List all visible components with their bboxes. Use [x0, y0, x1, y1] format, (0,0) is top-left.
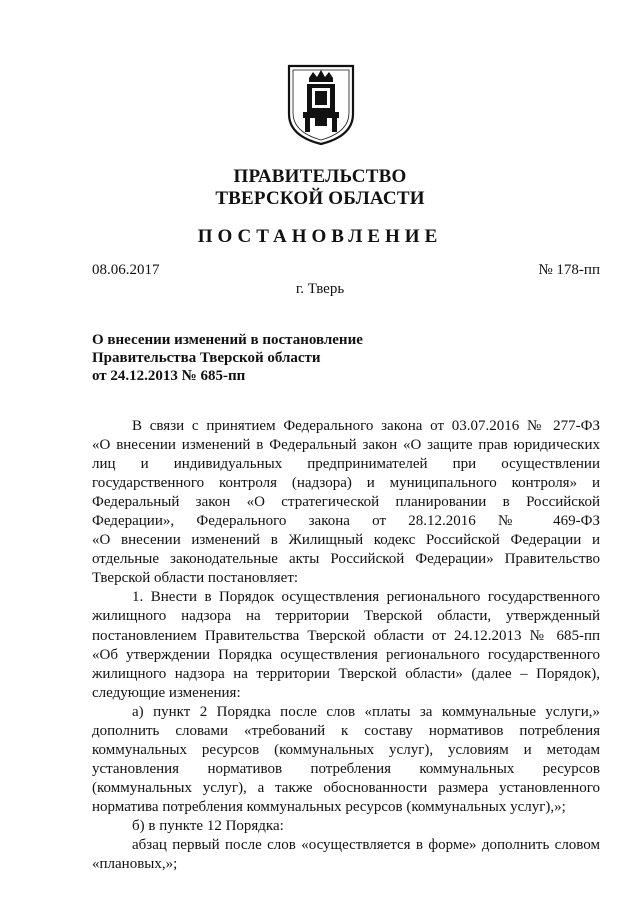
body-line: норматива потребления коммунальных ресурсов (коммунальных услуг),»; — [92, 798, 566, 815]
body-line: следующие изменения: — [92, 684, 241, 701]
document-type: ПОСТАНОВЛЕНИЕ — [197, 226, 443, 247]
body-line: 1. Внести в Порядок осуществления регионального государственного — [132, 589, 600, 606]
body-line: абзац первый после слов «осуществляется в форме» дополнить словом — [132, 837, 600, 854]
subject-line: О внесении изменений в постановление — [92, 332, 363, 348]
body-line: жилищного надзора на территории Тверской области, утвержденный — [92, 608, 600, 625]
body-line: В связи с принятием Федерального закона от 03.07.2016 № 277-ФЗ — [132, 418, 600, 434]
subject-line: от 24.12.2013 № 685-пп — [92, 368, 246, 384]
body-line: Федерации», Федерального закона от 28.12.2016 № 469-ФЗ — [92, 513, 600, 530]
body-line: дополнить словами «требований к составу нормативов потребления — [92, 722, 600, 739]
body-line: «О внесении изменений в Федеральный закон «О защите прав юридических — [92, 437, 600, 454]
body-line: Федеральный закон «О стратегической планировании в Российской — [92, 494, 600, 511]
document-number: № 178-пп — [538, 262, 600, 278]
organization-name-line1: ПРАВИТЕЛЬСТВО — [233, 166, 407, 187]
organization-name-line2: ТВЕРСКОЙ ОБЛАСТИ — [215, 188, 425, 209]
body-line: «О внесении изменений в Жилищный кодекс Российской Федерации и — [92, 532, 600, 549]
body-line: установления нормативов потребления коммунальных ресурсов — [92, 760, 600, 777]
document-subject — [92, 331, 363, 385]
body-line: «Об утверждении Порядка осуществления регионального государственного — [92, 646, 600, 663]
body-line: (коммунальных услуг), а также обоснованности размера установленного — [92, 779, 600, 796]
body-line: отдельные законодательные акты Российской Федерации» Правительство — [92, 551, 600, 568]
body-line: коммунальных ресурсов (коммунальных услуг), условиям и методам — [92, 741, 600, 758]
document-date: 08.06.2017 — [92, 262, 160, 278]
body-line: лиц и индивидуальных предпринимателей при осуществлении — [92, 456, 600, 473]
body-line: постановлением Правительства Тверской области от 24.12.2013 № 685-пп — [92, 627, 600, 644]
body-line: государственного контроля (надзора) и муниципального контроля» и — [92, 475, 600, 492]
document-body — [92, 417, 600, 874]
coat-of-arms-icon — [285, 62, 357, 146]
document-city: г. Тверь — [295, 281, 345, 297]
body-line: Тверской области постановляет: — [92, 570, 299, 587]
body-line: б) в пункте 12 Порядка: — [132, 817, 284, 834]
body-line: жилищного надзора на территории Тверской области» (далее – Порядок), — [92, 665, 600, 682]
subject-line: Правительства Тверской области — [92, 350, 321, 366]
body-line: а) пункт 2 Порядка после слов «платы за коммунальные услуги,» — [132, 703, 600, 720]
body-line: «плановых,»; — [92, 856, 178, 873]
